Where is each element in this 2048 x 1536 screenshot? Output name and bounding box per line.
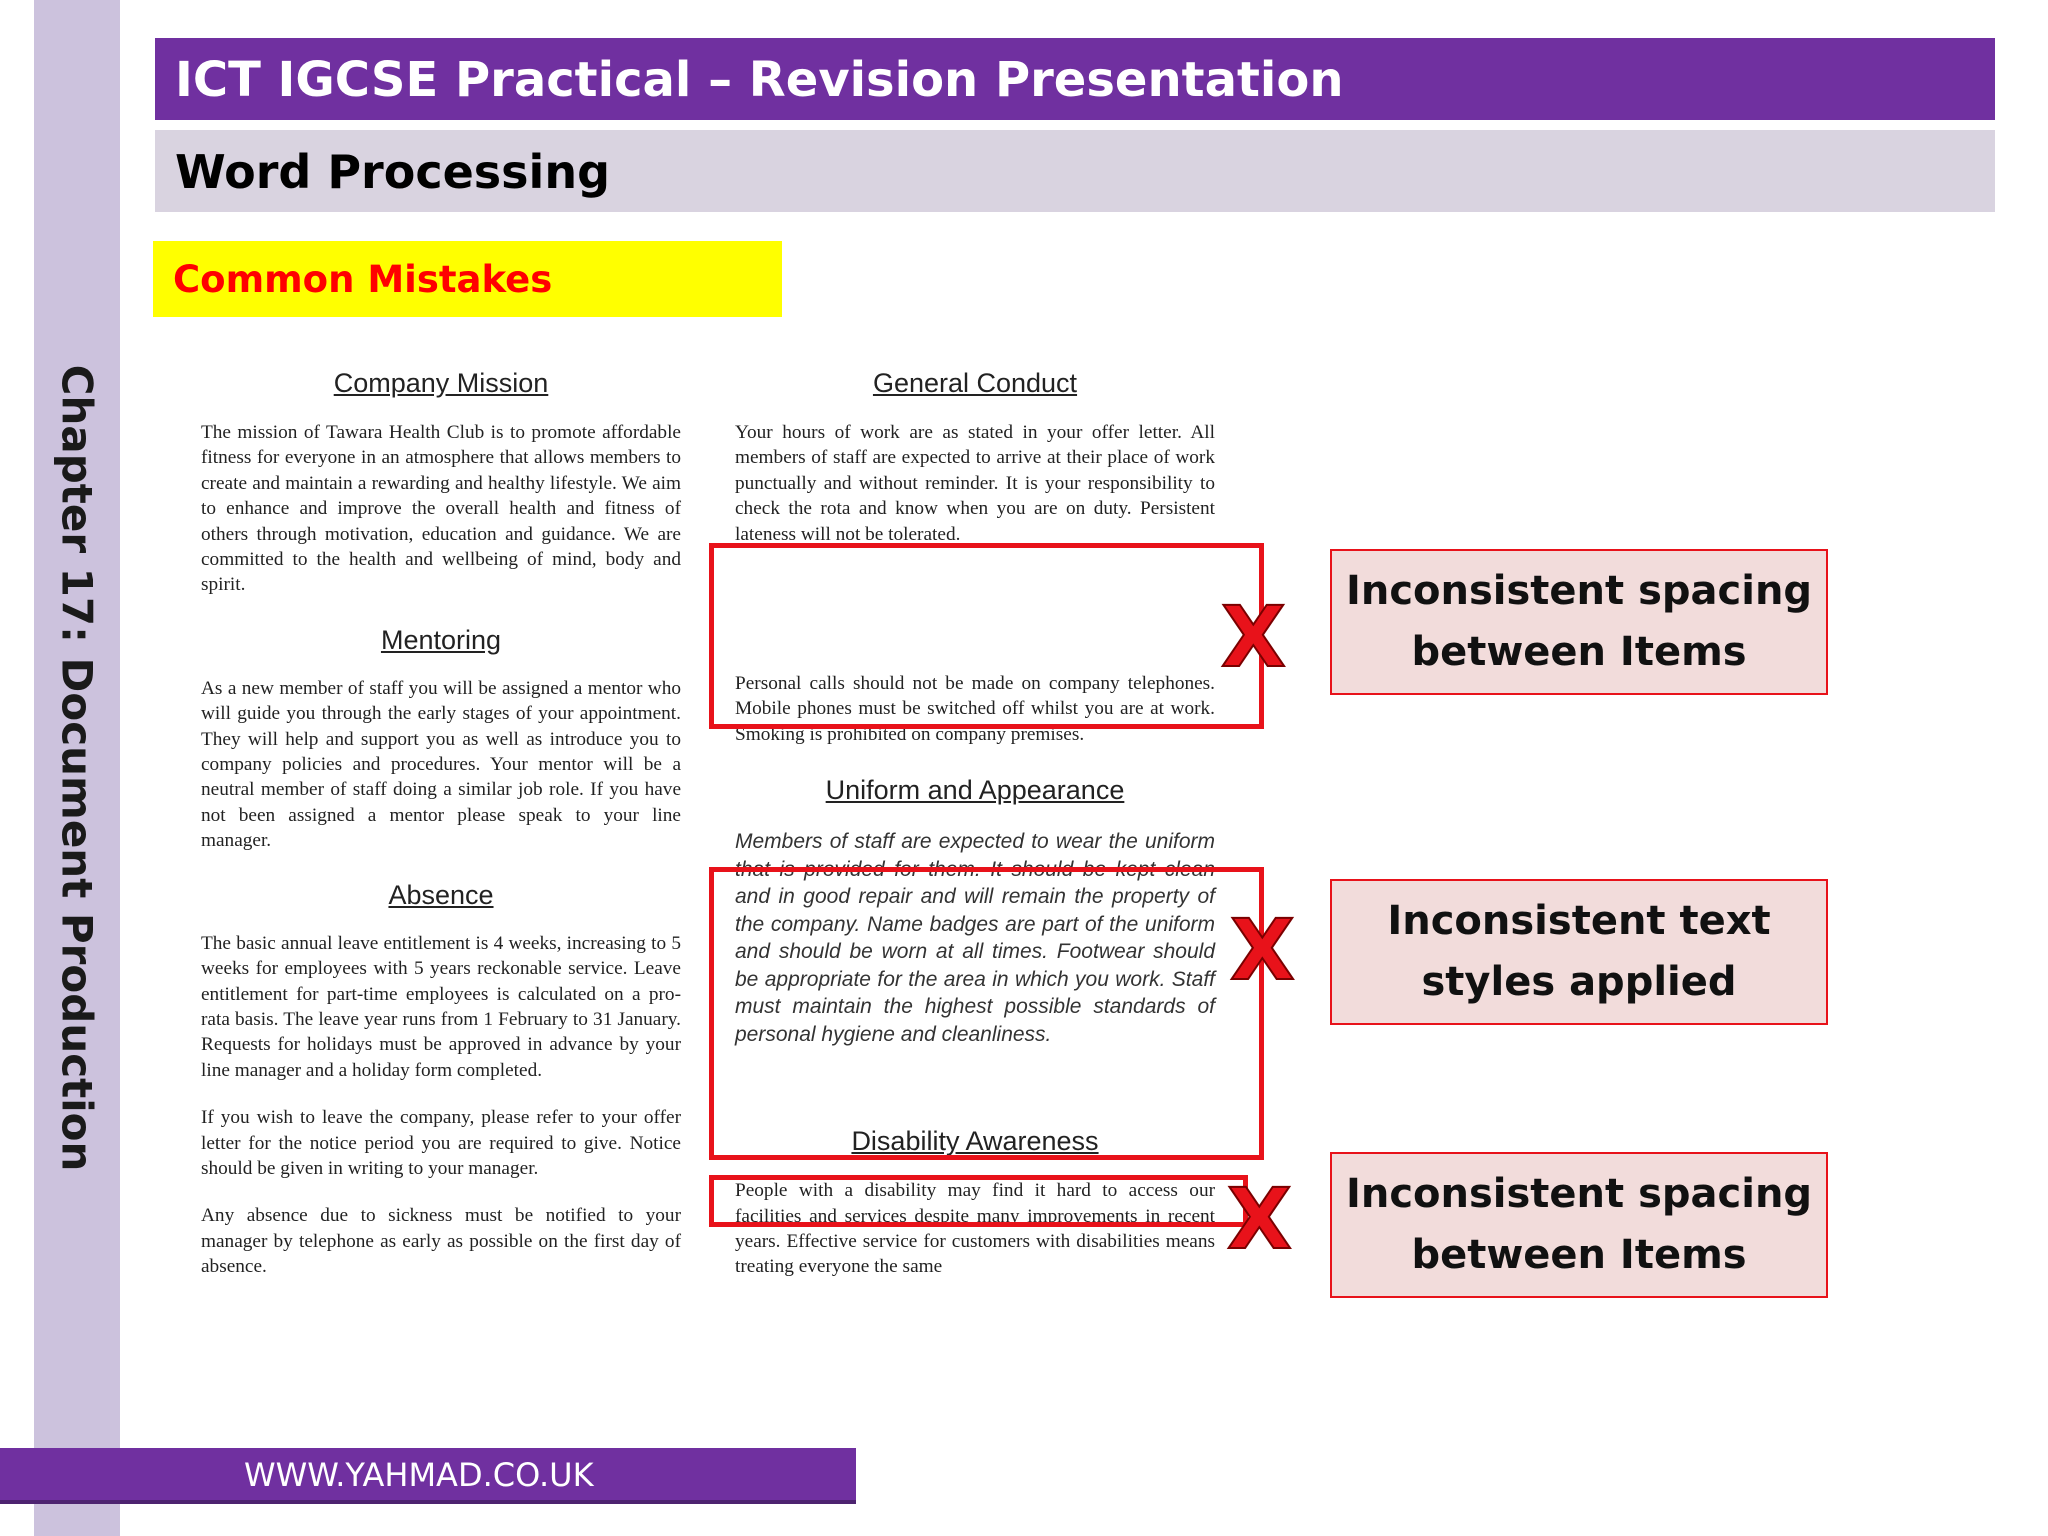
error-mark-2: X [1230,901,1295,999]
error-mark-3: X [1227,1170,1292,1268]
para-absence-leave: The basic annual leave entitlement is 4 weeks, increasing to 5 weeks for employees with 5 years reckonable service. Leave entitlement for part-time employees is calculated on a pro-rata basis. The leave year runs from 1 February to 31 January. Requests for holidays must be approved in advance by your line manager and a holiday form completed. [201,932,681,1081]
para-general-conduct-calls: Personal calls should not be made on company telephones. Mobile phones must be switched off whilst you are at work. Smoking is prohibited on company premises. [735,673,1215,745]
chapter-title: Chapter 17: Document Production [52,364,102,1172]
para-company-mission: The mission of Tawara Health Club is to promote affordable fitness for everyone in an atmosphere that allows members to create and maintain a rewarding and healthy lifestyle. We aim to enhance and improve the overall health and fitness of others through motivation, education and guidance. We are committed to the health and wellbeing of mind, body and spirit. [201,422,681,596]
error-box-text-style [709,867,1264,1160]
callout-inconsistent-spacing-1: Inconsistent spacing between Items [1330,549,1828,695]
footer-website-link[interactable]: WWW.YAHMAD.CO.UK [244,1456,594,1494]
para-general-conduct-hours: Your hours of work are as stated in your offer letter. All members of staff are expected to arrive at their place of work punctually and without reminder. It is your responsibility to check the rota and know when you are on duty. Persistent lateness will not be tolerated. [735,422,1215,545]
para-mentoring: As a new member of staff you will be assigned a mentor who will guide you through the early stages of your appointment. They will help and support you as well as introduce you to company policies and procedures. Your mentor will be a neutral member of staff doing a similar job role. If you have not been assigned a mentor please speak to your line manager. [201,677,681,852]
slide-title: ICT IGCSE Practical – Revision Presentation [155,38,1995,120]
para-uniform: Members of staff are expected to wear the uniform that is provided for them. It should be kept clean and in good repair and will remain the property of the company. Name badges are part of the uniform and should be worn at all times. Footwear should be appropriate for the area in which you work. Staff must maintain the highest possible standards of personal hygiene and cleanliness. [735,830,1215,1046]
callout-inconsistent-text-styles: Inconsistent text styles applied [1330,879,1828,1025]
heading-general-conduct: General Conduct [872,368,1078,398]
slide-subtitle: Word Processing [155,130,1995,212]
heading-mentoring: Mentoring [380,624,502,655]
para-disability: People with a disability may find it hard to access our facilities and services despite many improvements in recent years. Effective service for customers with disabilities means treating everyone the same [735,1180,1215,1278]
heading-uniform: Uniform and Appearance [825,775,1125,806]
document-left-column [201,368,681,1280]
error-box-spacing-top [709,543,1264,729]
heading-disability: Disability Awareness [851,1126,1099,1157]
error-box-spacing-bottom [709,1175,1248,1227]
heading-absence: Absence [388,879,494,910]
callout-inconsistent-spacing-2: Inconsistent spacing between Items [1330,1152,1828,1298]
footer-bar [0,1448,856,1504]
heading-company-mission: Company Mission [333,368,549,398]
section-tag: Common Mistakes [153,241,782,317]
para-absence-notice: If you wish to leave the company, please refer to your offer letter for the notice period you are required to give. Notice should be given in writing to your manager. [201,1107,681,1179]
error-mark-1: X [1221,588,1286,686]
para-absence-sickness: Any absence due to sickness must be notified to your manager by telephone as early as possible on the first day of absence. [201,1205,681,1278]
